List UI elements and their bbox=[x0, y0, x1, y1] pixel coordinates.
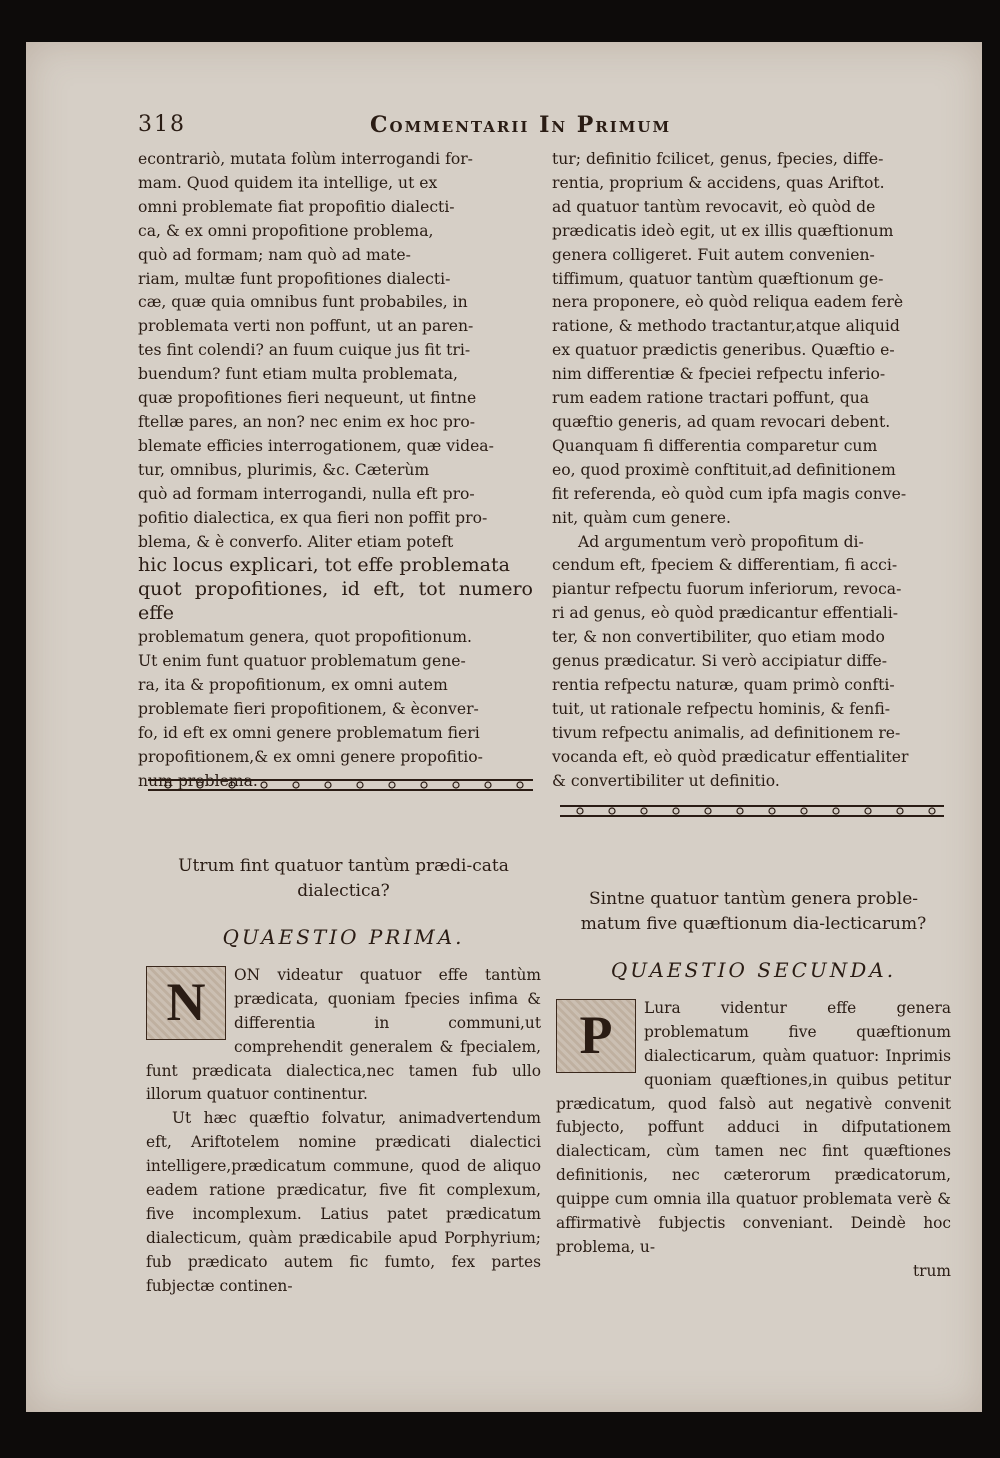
text-line: prædicatis ideò egit, ut ex illis quæftionum bbox=[552, 221, 894, 240]
question-two-section bbox=[556, 887, 951, 1284]
text-line: piantur refpectu fuorum inferiorum, revoca- bbox=[552, 580, 902, 599]
text-line: propofitionem,& ex omni genere propofitio- bbox=[138, 747, 483, 766]
text-line: genus prædicatur. Si verò accipiatur diffe- bbox=[552, 652, 888, 671]
text-line: cæ, quæ quia omnibus funt probabiles, in bbox=[138, 293, 468, 312]
text-line: econtrariò, mutata folùm interrogandi for- bbox=[138, 150, 473, 168]
text-line: ftellæ pares, an non? nec enim ex hoc pro- bbox=[138, 412, 475, 431]
text-line: pofitio dialectica, ex qua fieri non poffit pro- bbox=[138, 508, 488, 527]
text-line: quò ad formam interrogandi, nulla eft pro- bbox=[138, 484, 475, 503]
text-line: ca, & ex omni propofitione problema, bbox=[138, 221, 434, 240]
text-line: num problema. bbox=[138, 771, 258, 790]
text-line: tiffimum, quatuor tantùm quæftionum ge- bbox=[552, 269, 884, 288]
text-line: tur, omnibus, plurimis, &c. Cæterùm bbox=[138, 460, 430, 479]
text-line: problemata verti non poffunt, ut an paren- bbox=[138, 317, 474, 336]
text-line: ratione, & methodo tractantur,atque aliquid bbox=[552, 317, 900, 336]
text-line: mam. Quod quidem ita intellige, ut ex bbox=[138, 173, 438, 192]
folio-number: 318 bbox=[138, 112, 186, 137]
ornamental-rule-left bbox=[148, 778, 533, 792]
text-line: ad quatuor tantùm revocavit, eò quòd de bbox=[552, 197, 876, 216]
text-line: blema, & è converfo. Aliter etiam poteft bbox=[138, 532, 454, 551]
text-line: rentia, proprium & accidens, quas Ariftot. bbox=[552, 173, 885, 192]
decorated-initial: P bbox=[556, 999, 636, 1073]
decorated-initial: N bbox=[146, 966, 226, 1040]
text-line: quæftio generis, ad quam revocari debent. bbox=[552, 412, 891, 431]
text-line: riam, multæ funt propofitiones dialecti- bbox=[138, 269, 451, 288]
text-line: hic locus explicari, tot effe problemata bbox=[138, 554, 510, 577]
text-line: tur; definitio fcilicet, genus, fpecies, diffe- bbox=[552, 150, 884, 168]
question-two-label: QUAESTIO SECUNDA. bbox=[610, 958, 897, 982]
question-one-title: Utrum fint quatuor tantùm prædi-cata dialectica? bbox=[178, 856, 509, 901]
question-one-body bbox=[146, 964, 541, 1299]
text-line: rentia refpectu naturæ, quam primò confti- bbox=[552, 675, 895, 694]
text-line: omni problemate fiat propofitio dialecti- bbox=[138, 197, 455, 216]
running-title: Commentarii In Primum bbox=[370, 112, 672, 138]
text-line: & convertibiliter ut definitio. bbox=[552, 771, 780, 790]
text-line: cendum eft, fpeciem & differentiam, fi acci- bbox=[552, 556, 898, 575]
text-line: blemate efficies interrogationem, quæ videa- bbox=[138, 436, 494, 455]
text-line: ter, & non convertibiliter, quo etiam modo bbox=[552, 628, 885, 647]
paragraph: Ut hæc quæftio folvatur, animadvertendum eft, Ariftotelem nomine prædicati dialectici intelligere,prædicatum commune, quod de aliquo eadem ratione prædicatur, five fit complexum, five incomplexum. Latius patet prædicatum dialecticum, quàm prædicabile apud Porphyrium; fub prædicato autem fic fumto, fex partes fubjectæ continen- bbox=[146, 1109, 541, 1295]
text-line: tivum refpectu animalis, ad definitionem re- bbox=[552, 723, 901, 742]
text-line: nim differentiæ & fpeciei refpectu inferio- bbox=[552, 365, 886, 384]
question-two-title: Sintne quatuor tantùm genera proble-matum five quæftionum dia-lecticarum? bbox=[580, 889, 927, 934]
text-line: tes fint colendi? an fuum cuique jus fit tri- bbox=[138, 341, 471, 360]
book-page bbox=[26, 42, 982, 1412]
text-line: ex quatuor prædictis generibus. Quæftio e- bbox=[552, 341, 895, 360]
text-line: ri ad genus, eò quòd prædicantur effentiali- bbox=[552, 604, 899, 623]
question-one-label: QUAESTIO PRIMA. bbox=[222, 925, 465, 949]
text-line: fo, id eft ex omni genere problematum fieri bbox=[138, 723, 480, 742]
paragraph: ON videatur quatuor effe tantùm prædicata, quoniam fpecies infima & differentia in communi,ut comprehendit generalem & fpecialem, funt prædicata dialectica,nec tamen fub ullo illorum quatuor continentur. bbox=[146, 965, 541, 1104]
text-line: ra, ita & propofitionum, ex omni autem bbox=[138, 675, 448, 694]
text-line: genera colligeret. Fuit autem convenien- bbox=[552, 245, 875, 264]
text-line: quot propofitiones, id eft, tot numero effe bbox=[138, 578, 533, 625]
text-line: nit, quàm cum genere. bbox=[552, 508, 731, 527]
text-line: Ad argumentum verò propofitum di- bbox=[578, 532, 864, 551]
ornamental-rule-right bbox=[560, 804, 944, 818]
text-line: problemate fieri propofitionem, & èconver- bbox=[138, 699, 479, 718]
text-line: Ut enim funt quatuor problematum gene- bbox=[138, 652, 466, 671]
text-line: fit referenda, eò quòd cum ipfa magis conve- bbox=[552, 484, 907, 503]
text-line: tuit, ut rationale refpectu hominis, & fenfi- bbox=[552, 699, 891, 718]
text-line: quò ad formam; nam quò ad mate- bbox=[138, 245, 411, 264]
text-line: buendum? funt etiam multa problemata, bbox=[138, 365, 458, 384]
text-line: problematum genera, quot propofitionum. bbox=[138, 628, 473, 647]
text-line: eo, quod proximè conftituit,ad definitionem bbox=[552, 460, 896, 479]
question-two-body bbox=[556, 997, 951, 1284]
question-one-section bbox=[146, 854, 541, 1299]
left-column-text bbox=[138, 148, 533, 793]
text-line: rum eadem ratione tractari poffunt, qua bbox=[552, 389, 870, 408]
text-line: Quanquam fi differentia comparetur cum bbox=[552, 436, 878, 455]
page-header bbox=[138, 112, 758, 142]
paragraph: Lura videntur effe genera problematum five quæftionum dialecticarum, quàm quatuor: Inprimis quoniam quæftiones,in quibus petitur prædicatum, quod falsò aut negativè convenit fubjecto, poffunt adduci in difputationem dialecticam, cùm tamen nec fint quæftiones definitionis, nec cæterorum prædicatorum, quippe cum omnia illa quatuor problemata verè & affirmativè fubjectis conveniant. Deindè hoc problema, u- bbox=[556, 998, 951, 1256]
text-line: quæ propofitiones fieri nequeunt, ut fintne bbox=[138, 389, 477, 408]
right-column-text bbox=[552, 148, 947, 793]
text-line: nera proponere, eò quòd reliqua eadem ferè bbox=[552, 293, 904, 312]
catchword: trum bbox=[912, 1261, 951, 1280]
text-line: vocanda eft, eò quòd prædicatur effentialiter bbox=[552, 747, 909, 766]
